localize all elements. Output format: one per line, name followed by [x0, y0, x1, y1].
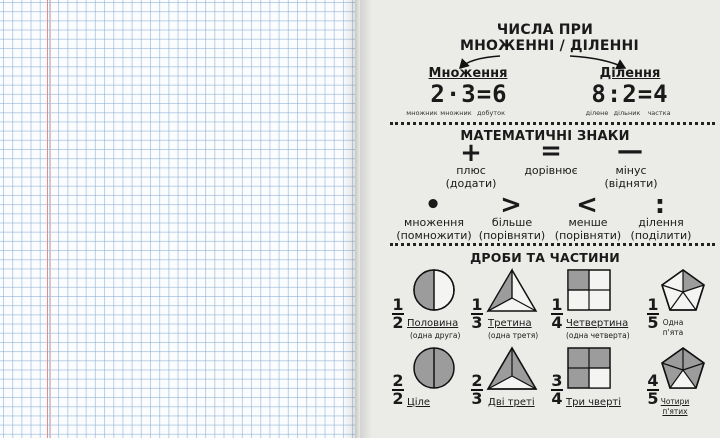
divisor-label: дільник [613, 109, 641, 117]
fraction-one-third: 1 3 [471, 295, 483, 332]
whole-circle-icon [410, 346, 458, 390]
fraction-one-half: 1 2 [392, 295, 404, 332]
fraction-name-half: Половина [407, 318, 459, 329]
fraction-three-quarters: 3 4 [551, 371, 563, 408]
greater-name: більше [491, 216, 533, 229]
title-line-2: МНОЖЕННІ / ДІЛЕННІ [460, 38, 639, 54]
dotted-divider-1 [390, 122, 715, 125]
fraction-name-quarter: Четвертина [566, 318, 629, 329]
multiplication-heading: Множення [428, 66, 508, 81]
dot-meaning: (помножити) [396, 229, 472, 242]
multiplication-equation: 2·3=6 [430, 80, 508, 108]
greater-meaning: (порівняти) [478, 229, 546, 242]
half-circle-icon [410, 268, 458, 312]
product-label: добуток [476, 109, 505, 117]
fraction-name-three-quarters: Три чверті [566, 397, 622, 408]
fraction-name-fifth-l2: п'ята [662, 328, 684, 337]
plus-name: плюс [456, 164, 486, 177]
quarter-square-icon [566, 268, 612, 312]
minus-meaning: (відняти) [604, 177, 658, 190]
fraction-one-quarter: 1 4 [551, 295, 563, 332]
plus-meaning: (додати) [445, 177, 497, 190]
four-fifths-pentagon-icon [660, 346, 706, 392]
greater-sign: > [500, 190, 522, 220]
factor-label-1: множник [406, 109, 438, 117]
margin-line-inner [50, 0, 51, 438]
equals-name: дорівнює [524, 164, 578, 177]
fraction-sub-quarter: (одна четверта) [566, 331, 630, 340]
colon-name: ділення [638, 216, 684, 229]
fifth-pentagon-icon [660, 268, 706, 314]
less-sign: < [576, 190, 598, 220]
grid-notebook-page [0, 0, 357, 438]
fraction-sub-third: (одна третя) [488, 331, 539, 340]
minus-sign: — [617, 136, 643, 166]
dotted-divider-2 [390, 243, 715, 246]
margin-line [47, 0, 48, 438]
two-thirds-triangle-icon [486, 346, 538, 392]
title-line-1: ЧИСЛА ПРИ [496, 22, 594, 38]
fraction-sub-half: (одна друга) [410, 331, 461, 340]
less-name: менше [568, 216, 608, 229]
equals-sign: = [540, 136, 562, 166]
fraction-four-fifths: 4 5 [647, 371, 659, 408]
colon-meaning: (поділити) [630, 229, 692, 242]
reference-page [360, 0, 720, 438]
fraction-one-fifth: 1 5 [647, 295, 659, 332]
dot-sign: • [424, 190, 442, 220]
fraction-name-four-fifths-l1: Чотири [660, 397, 690, 406]
division-equation: 8:2=4 [591, 80, 669, 108]
quotient-label: частка [647, 109, 671, 117]
division-heading: Ділення [599, 66, 661, 81]
fraction-name-fifth-l1: Одна [662, 318, 684, 327]
fraction-name-whole: Ціле [407, 397, 431, 408]
three-quarters-square-icon [566, 346, 612, 390]
minus-name: мінус [615, 164, 647, 177]
fraction-two-halves: 2 2 [392, 371, 404, 408]
less-meaning: (порівняти) [554, 229, 622, 242]
colon-sign: : [654, 190, 666, 220]
dot-name: множення [404, 216, 464, 229]
third-triangle-icon [486, 268, 538, 314]
factor-label-2: множник [440, 109, 472, 117]
fraction-name-four-fifths-l2: п'ятих [662, 407, 688, 416]
fractions-title: ДРОБИ ТА ЧАСТИНИ [470, 250, 620, 265]
fraction-name-two-thirds: Дві треті [488, 397, 535, 408]
signs-title: МАТЕМАТИЧНІ ЗНАКИ [460, 129, 630, 144]
plus-sign: + [460, 138, 482, 168]
fraction-two-thirds: 2 3 [471, 371, 483, 408]
fraction-name-third: Третина [488, 318, 532, 329]
dividend-label: ділене [585, 109, 609, 117]
